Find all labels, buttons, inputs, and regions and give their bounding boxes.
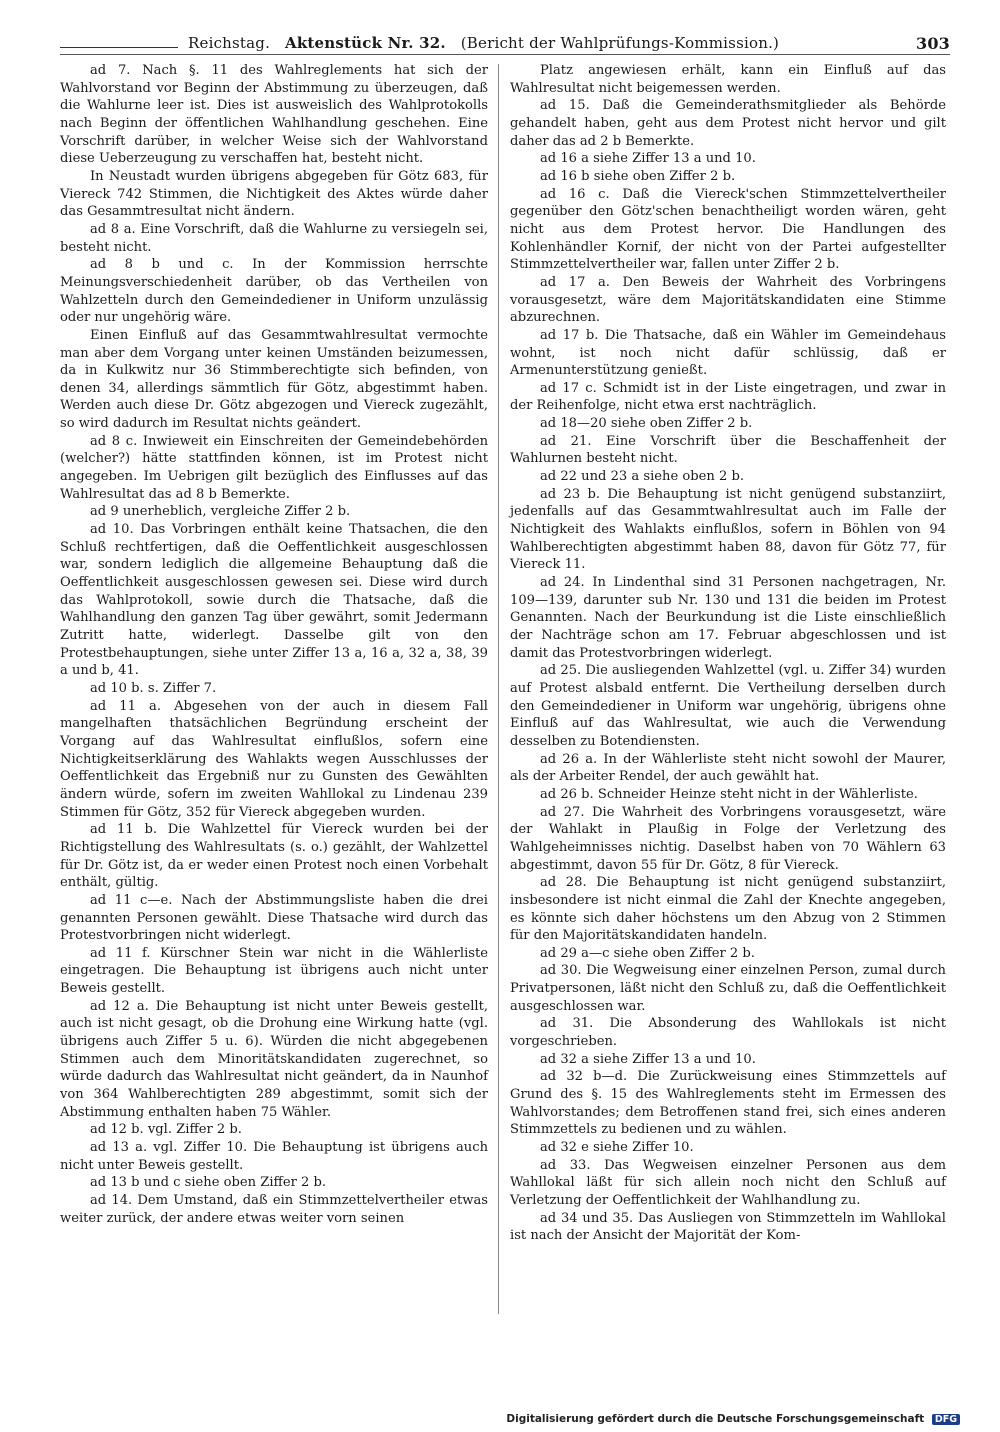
paragraph: ad 31. Die Absonderung des Wahllokals ist nicht vorgeschrieben.: [510, 1016, 946, 1050]
paragraph: ad 16 c. Daß die Viereck'schen Stimmzettelvertheiler gegenüber den Götz'schen benachtheiligt worden wären, geht nicht aus dem Protest hervor. Die Handlungen des Kohlenhändler Kornif, der nicht von der Partei aufgestellter Stimmzettelvertheiler war, fallen unter Ziffer 2 b.: [510, 186, 946, 273]
paragraph: ad 32 b—d. Die Zurückweisung eines Stimmzettels auf Grund des §. 15 des Wahlreglements steht im Ermessen des Wahlvorstandes; dem Betroffenen stand frei, sich eines anderen Stimmzettels zu bedienen und zu wählen.: [510, 1069, 946, 1138]
paragraph: ad 17 b. Die Thatsache, daß ein Wähler im Gemeindehaus wohnt, ist noch nicht dafür schlüssig, daß er Armenunterstützung genießt.: [510, 327, 946, 379]
column-divider: [498, 64, 499, 1314]
paragraph: ad 17 a. Den Beweis der Wahrheit des Vorbringens vorausgesetzt, wäre dem Majoritätskandidaten eine Stimme abzurechnen.: [510, 274, 946, 326]
paragraph: ad 10. Das Vorbringen enthält keine Thatsachen, die den Schluß rechtfertigen, daß die Oeffentlichkeit ausgeschlossen war, sondern lediglich die allgemeine Behauptung daß die Oeffentlichkeit ausgeschlossen gewesen sei. Diese wird durch das Wahlprotokoll, sowie durch die Thatsache, daß die Wahlhandlung den ganzen Tag über gewährt, somit Jedermann Zutritt hatte, widerlegt. Dasselbe gilt von den Protestbehauptungen, siehe unter Ziffer 13 a, 16 a, 32 a, 38, 39 a und b, 41.: [60, 522, 488, 679]
paragraph: ad 13 b und c siehe oben Ziffer 2 b.: [90, 1175, 327, 1191]
paragraph: ad 25. Die ausliegenden Wahlzettel (vgl. u. Ziffer 34) wurden auf Protest alsbald entfernt. Die Vertheilung derselben durch den Gemeindediener in Uniform war ungehörig, übrigens ohne Einfluß auf das Wahlresultat, wie auch die Verwendung desselben zu Botendiensten.: [510, 663, 946, 749]
paragraph: ad 33. Das Wegweisen einzelner Personen aus dem Wahllokal läßt für sich allein noch nicht den Schluß auf Verletzung der Oeffentlichkeit der Wahlhandlung zu.: [510, 1157, 946, 1208]
paragraph: ad 34 und 35. Das Ausliegen von Stimmzetteln im Wahllokal ist nach der Ansicht der Majorität der Kom-: [510, 1210, 946, 1244]
paragraph: ad 7. Nach §. 11 des Wahlreglements hat sich der Wahlvorstand vor Beginn der Abstimmung zu überzeugen, daß die Wahlurne leer ist. Dies ist ausweislich des Wahlprotokolls nach Beginn der öffentlichen Wahlhandlung geschehen. Eine Vorschrift darüber, in welcher Weise sich der Wahlvorstand diese Ueberzeugung zu verschaffen hat, besteht nicht.: [60, 63, 488, 167]
paragraph: ad 23 b. Die Behauptung ist nicht genügend substanziirt, jedenfalls auf das Gesammtwahlresultat auch im Falle der Nichtigkeit des Wahlakts einflußlos, sofern in Böhlen von 94 Wahlberechtigten abgestimmt haben 88, davon für Götz 77, für Viereck 11.: [510, 486, 946, 573]
paragraph: ad 11 a. Abgesehen von der auch in diesem Fall mangelhaften thatsächlichen Begründung erscheint der Vorgang auf das Wahlresultat einflußlos, sofern eine Nichtigkeitserklärung des Wahlakts wegen Ausschlusses der Oeffentlichkeit das Ergebniß nur zu Gunsten des Gewählten ändern würde, sofern im zweiten Wahllokal zu Lindenau 239 Stimmen für Götz, 352 für Viereck abgegeben wurden.: [60, 698, 488, 820]
paragraph: ad 9 unerheblich, vergleiche Ziffer 2 b.: [90, 504, 351, 520]
header-title: [188, 34, 779, 52]
paragraph: ad 16 b siehe oben Ziffer 2 b.: [540, 168, 736, 184]
paragraph: ad 29 a—c siehe oben Ziffer 2 b.: [540, 945, 755, 961]
paragraph: ad 8 a. Eine Vorschrift, daß die Wahlurne zu versiegeln sei, besteht nicht.: [60, 221, 488, 255]
paragraph: ad 10 b. s. Ziffer 7.: [90, 680, 217, 696]
paragraph: ad 12 a. Die Behauptung ist nicht unter Beweis gestellt, auch ist nicht gesagt, ob die Drohung eine Wirkung hatte (vgl. übrigens auch Ziffer 5 u. 6). Würden die nicht abgegebenen Stimmen auch dem Minoritätskandidaten zugerechnet, so würde dadurch das Wahlresultat nicht geändert, da in Naunhof von 364 Wahlberechtigten 289 abgestimmt, somit sich der Abstimmung enthalten haben 75 Wähler.: [60, 998, 488, 1120]
header-rule: [60, 47, 178, 48]
paragraph: ad 8 c. Inwieweit ein Einschreiten der Gemeindebehörden (welcher?) hätte stattfinden können, ist im Protest nicht angegeben. Im Uebrigen gilt bezüglich des Einflusses auf das Wahlresultat das ad 8 b Bemerkte.: [60, 433, 488, 502]
dfg-logo: DFG: [932, 1414, 960, 1425]
paragraph: ad 12 b. vgl. Ziffer 2 b.: [90, 1122, 242, 1138]
paragraph: ad 16 a siehe Ziffer 13 a und 10.: [540, 151, 756, 167]
paragraph: Platz angewiesen erhält, kann ein Einfluß auf das Wahlresultat nicht beigemessen werden.: [510, 63, 946, 96]
paragraph: ad 32 a siehe Ziffer 13 a und 10.: [540, 1051, 756, 1067]
paragraph: In Neustadt wurden übrigens abgegeben für Götz 683, für Viereck 742 Stimmen, die Nichtigkeit des Aktes würde daher das Gesammtresultat nicht ändern.: [60, 168, 488, 220]
header-report-title: (Bericht der Wahlprüfungs-Kommission.): [460, 34, 780, 52]
paragraph: ad 8 b und c. In der Kommission herrschte Meinungsverschiedenheit darüber, ob das Vertheilen von Wahlzetteln durch den Gemeindediener in Uniform unzulässig oder nur ungehörig wäre.: [60, 257, 488, 326]
paragraph: ad 32 e siehe Ziffer 10.: [540, 1140, 694, 1156]
paragraph: ad 26 a. In der Wählerliste steht nicht sowohl der Maurer, als der Arbeiter Rendel, der auch gewählt hat.: [510, 751, 946, 785]
paragraph: ad 15. Daß die Gemeinderathsmitglieder als Behörde gehandelt haben, geht aus dem Protest nicht hervor und gilt daher das ad 2 b Bemerkte.: [510, 98, 946, 149]
paragraph: ad 21. Eine Vorschrift über die Beschaffenheit der Wahlurnen besteht nicht.: [510, 433, 946, 467]
paragraph: ad 18—20 siehe oben Ziffer 2 b.: [540, 416, 753, 432]
footer-text: Digitalisierung gefördert durch die Deutsche Forschungsgemeinschaft: [506, 1413, 925, 1425]
header-reichstag: Reichstag.: [188, 34, 271, 52]
header-doc-number: Aktenstück Nr. 32.: [284, 34, 446, 52]
paragraph: Einen Einfluß auf das Gesammtwahlresultat vermochte man aber dem Vorgang unter keinen Umständen beizumessen, da in Kulkwitz nur 36 Stimmberechtigte sich befinden, von denen 34, allerdings sämmtlich für Götz, abgestimmt haben. Werden auch diese Dr. Götz abgezogen und Viereck zugezählt, so wird dadurch im Resultat nichts geändert.: [60, 327, 488, 432]
paragraph: ad 28. Die Behauptung ist nicht genügend substanziirt, insbesondere ist nicht einmal die Zahl der Knechte angegeben, es könnte sich daher höchstens um den Abzug von 2 Stimmen für den Majoritätskandidaten handeln.: [510, 875, 946, 944]
paragraph: ad 22 und 23 a siehe oben 2 b.: [540, 469, 745, 485]
paragraph: ad 11 b. Die Wahlzettel für Viereck wurden bei der Richtigstellung des Wahlresultats (s. o.) gezählt, der Wahlzettel für Dr. Götz ist, da er weder einen Protest noch einen Vorbehalt enthält, gültig.: [60, 822, 488, 891]
paragraph: ad 17 c. Schmidt ist in der Liste eingetragen, und zwar in der Reihenfolge, nicht etwa erst nachträglich.: [510, 380, 946, 414]
right-column: [510, 62, 946, 1245]
paragraph: ad 24. In Lindenthal sind 31 Personen nachgetragen, Nr. 109—139, darunter sub Nr. 130 und 131 die beiden im Protest Genannten. Nach der Beurkundung ist die Liste einschließlich der Nachträge schon am 17. Februar abgeschlossen und ist damit das Protestvorbringen widerlegt.: [510, 575, 946, 661]
paragraph: ad 14. Dem Umstand, daß ein Stimmzettelvertheiler etwas weiter zurück, der andere etwas weiter vorn seinen: [60, 1193, 488, 1226]
paragraph: ad 30. Die Wegweisung einer einzelnen Person, zumal durch Privatpersonen, läßt nicht den Schluß zu, daß die Oeffentlichkeit ausgeschlossen war.: [510, 963, 946, 1014]
paragraph: ad 11 f. Kürschner Stein war nicht in die Wählerliste eingetragen. Die Behauptung ist übrigens auch nicht unter Beweis gestellt.: [60, 945, 488, 997]
paragraph: ad 13 a. vgl. Ziffer 10. Die Behauptung ist übrigens auch nicht unter Beweis gestellt.: [60, 1140, 488, 1173]
footer-credit: [506, 1413, 960, 1425]
page-header: [60, 32, 950, 62]
left-column: [60, 62, 488, 1227]
page-number: 303: [916, 34, 950, 53]
paragraph: ad 11 c—e. Nach der Abstimmungsliste haben die drei genannten Personen gewählt. Diese Thatsache wird durch das Protestvorbringen nicht widerlegt.: [60, 892, 488, 944]
paragraph: ad 27. Die Wahrheit des Vorbringens vorausgesetzt, wäre der Wahlakt in Plaußig in Folge der Verletzung des Wahlgeheimnisses nichtig. Daselbst haben von 70 Wählern 63 abgestimmt, davon 55 für Dr. Götz, 8 für Viereck.: [510, 804, 946, 873]
header-underline: [60, 54, 950, 55]
paragraph: ad 26 b. Schneider Heinze steht nicht in der Wählerliste.: [540, 786, 918, 802]
